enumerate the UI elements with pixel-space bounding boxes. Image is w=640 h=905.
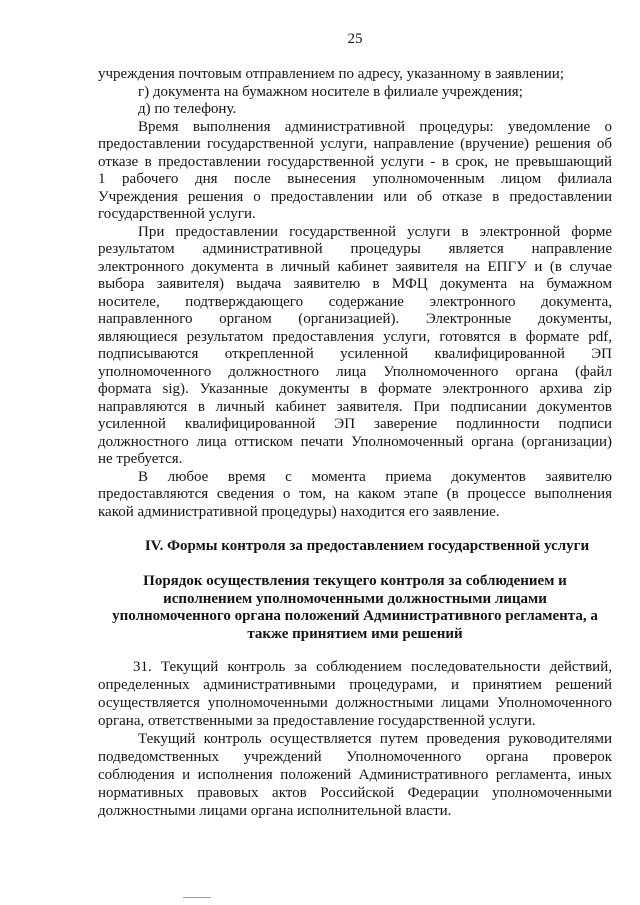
paragraph-line: 31. Текущий контроль за соблюдением последовательности действий, [133,659,612,675]
paragraph-line: электронного документа в личный кабинет заявителя на ЕПГУ и (в случае [98,258,612,275]
paragraph-line: подведомственных учреждений Уполномоченного органа проверок [98,749,612,765]
paragraph-line: являющиеся результатом предоставления услуги, готовятся в формате pdf, [98,328,612,345]
paragraph-line: Учреждения решения о предоставлении или об отказе в предоставлении [98,188,612,205]
paragraph-line: Время выполнения административной процедуры: уведомление о [138,118,612,135]
paragraph-line: отказе в предоставлении государственной услуги - в срок, не превышающий [98,153,612,170]
paragraph-line: государственной услуги. [98,206,256,222]
paragraph-line: органа, ответственными за предоставление государственной услуги. [98,713,536,729]
paragraph-line: определенных административными процедурами, и принятием решений [98,677,612,693]
paragraph-line: усиленной квалифицированной ЭП заверение подлинности подписи [98,416,612,432]
paragraph-line: учреждения почтовым отправлением по адресу, указанному в заявлении; [98,66,564,82]
paragraph-line: результатом административной процедуры является направление [98,241,612,257]
paragraph-line: уполномоченного должностного лица Уполномоченного органа (файл [98,363,612,380]
list-item-d [98,101,612,119]
scan-artifact-line [183,897,211,898]
heading-line: уполномоченного органа положений Административного регламента, а [112,608,598,624]
paragraph-line: формата sig). Указанные документы в формате электронного архива zip [98,381,612,397]
paragraph-line: г) документа на бумажном носителе в филиале учреждения; [138,83,523,100]
paragraph-status-info [98,469,612,522]
paragraph-line: предоставлении государственной услуги, направление (вручение) решения об [98,136,612,152]
list-item-g [98,84,612,102]
paragraph-line: Текущий контроль осуществляется путем проведения руководителями [138,731,612,747]
heading-line: исполнением уполномоченными должностными лицами [163,590,547,607]
paragraph-line: д) по телефону. [138,101,237,117]
paragraph-line: выбора заявителя) выдача заявителю в МФЦ документа на бумажном [98,276,612,292]
heading-line: также принятием ими решений [247,625,463,642]
paragraph-line: осуществляется уполномоченными должностными лицами Уполномоченного [98,695,612,711]
paragraph-line: предоставляются сведения о том, на каком этапе (в процессе выполнения [98,486,612,502]
paragraph-line: подписываются открепленной усиленной квалифицированной ЭП [98,346,612,362]
paragraph-line: должностного лица оттиском печати Уполномоченный органа (организации) [98,433,612,450]
paragraph-line: При предоставлении государственной услуги в электронной форме [138,223,612,240]
paragraph-line: направляются в личный кабинет заявителя. При подписании документов [98,398,612,415]
page-number: 25 [347,31,363,47]
lower-text-column [98,658,612,820]
paragraph-control-method [98,730,612,820]
paragraph-electronic-result [98,224,612,469]
paragraph-line: носителе, подтверждающего содержание электронного документа, [98,293,612,310]
paragraph-clause-31 [98,658,612,730]
heading-line: Порядок осуществления текущего контроля за соблюдением и [143,573,567,589]
upper-text-column [98,66,612,521]
paragraph-procedure-time [98,119,612,224]
subsection-heading [98,573,612,643]
paragraph-continuation [98,66,612,84]
paragraph-line: В любое время с момента приема документов заявителю [138,468,612,485]
paragraph-line: должностными лицами органа исполнительной власти. [98,803,452,819]
paragraph-line: направленного органом (организацией). Электронные документы, [98,311,612,327]
paragraph-line: нормативных правовых актов Российской Федерации уполномоченными [98,785,612,801]
paragraph-line: соблюдения и исполнения положений Административного регламента, иных [98,767,612,783]
paragraph-line: не требуется. [98,451,183,467]
section-heading: IV. Формы контроля за предоставлением государственной услуги [144,538,590,554]
paragraph-line: какой административной процедуры) находится его заявление. [98,503,500,520]
paragraph-line: 1 рабочего дня после вынесения уполномоченным лицом филиала [98,171,612,187]
